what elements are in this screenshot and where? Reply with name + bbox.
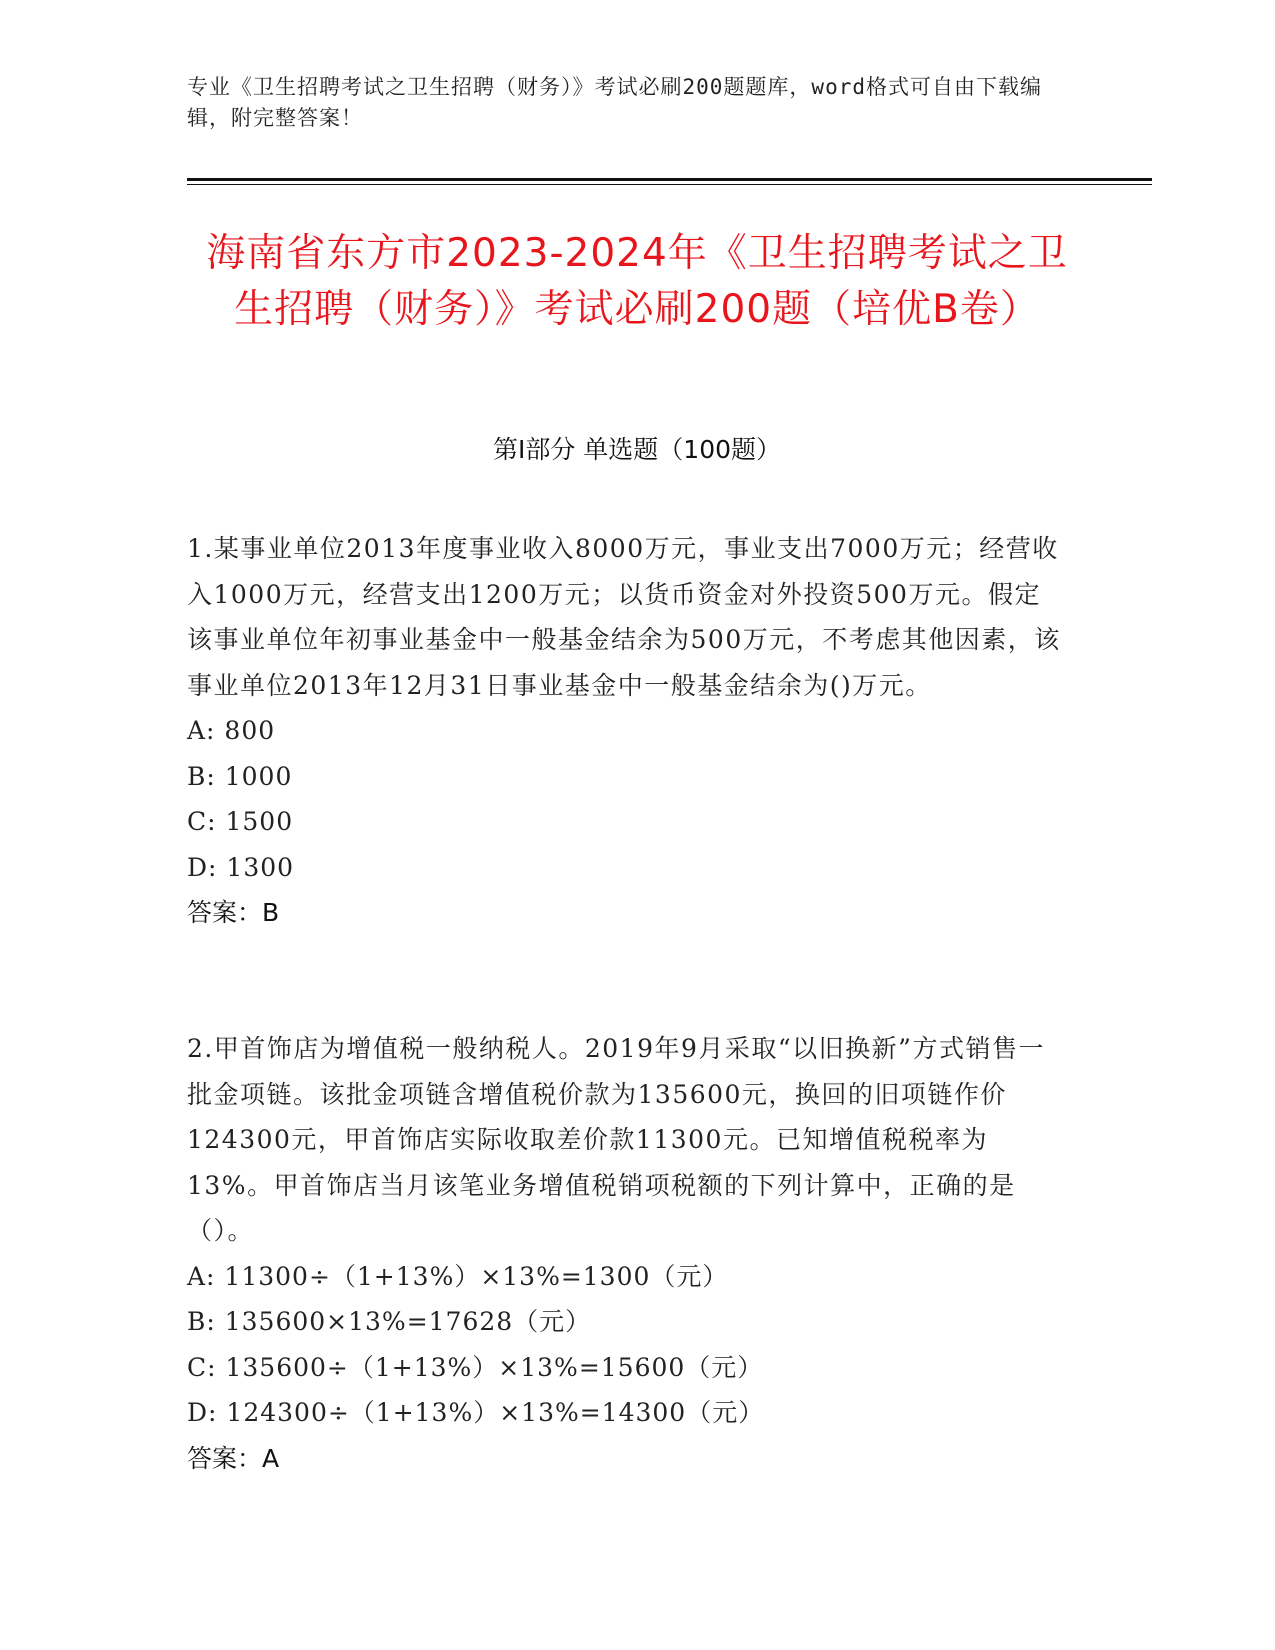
option-d: D: 1300 <box>187 852 295 882</box>
header-divider-thick <box>187 178 1152 181</box>
document-title: 海南省东方市2023-2024年《卫生招聘考试之卫生招聘（财务）》考试必刷200题（培优B卷） <box>206 231 1068 332</box>
question-stem: 2.甲首饰店为增值税一般纳税人。2019年9月采取“以旧换新”方式销售一批金项链。该批金项链含增值税价款为135600元，换回的旧项链作价124300元，甲首饰店实际收取差价款11300元。已知增值税税率为13%。甲首饰店当月该笔业务增值税销项税额的下列计算中，正确的是（）。 <box>187 1034 1045 1245</box>
option-b: B: 135600×13%=17628（元） <box>187 1307 592 1336</box>
question-2 <box>187 1026 1067 1481</box>
option-a: A: 11300÷（1+13%）×13%=1300（元） <box>187 1261 729 1291</box>
question-1 <box>187 526 1067 936</box>
question-stem: 1.某事业单位2013年度事业收入8000万元，事业支出7000万元；经营收入1000万元，经营支出1200万元；以货币资金对外投资500万元。假定该事业单位年初事业基金中一般基金结余为500万元，不考虑其他因素，该事业单位2013年12月31日事业基金中一般基金结余为()万元。 <box>187 534 1061 700</box>
section-title: 第I部分 单选题（100题） <box>492 435 782 464</box>
header-note: 专业《卫生招聘考试之卫生招聘（财务）》考试必刷200题题库，word格式可自由下载编辑，附完整答案！ <box>187 75 1042 130</box>
option-b: B: 1000 <box>187 761 293 791</box>
option-c: C: 135600÷（1+13%）×13%=15600（元） <box>187 1352 764 1382</box>
answer-line: 答案：B <box>187 898 280 927</box>
answer-line: 答案：A <box>187 1443 280 1473</box>
option-a: A: 800 <box>187 716 276 745</box>
option-d: D: 124300÷（1+13%）×13%=14300（元） <box>187 1398 765 1427</box>
option-c: C: 1500 <box>187 807 294 836</box>
header-divider-thin <box>187 184 1152 185</box>
